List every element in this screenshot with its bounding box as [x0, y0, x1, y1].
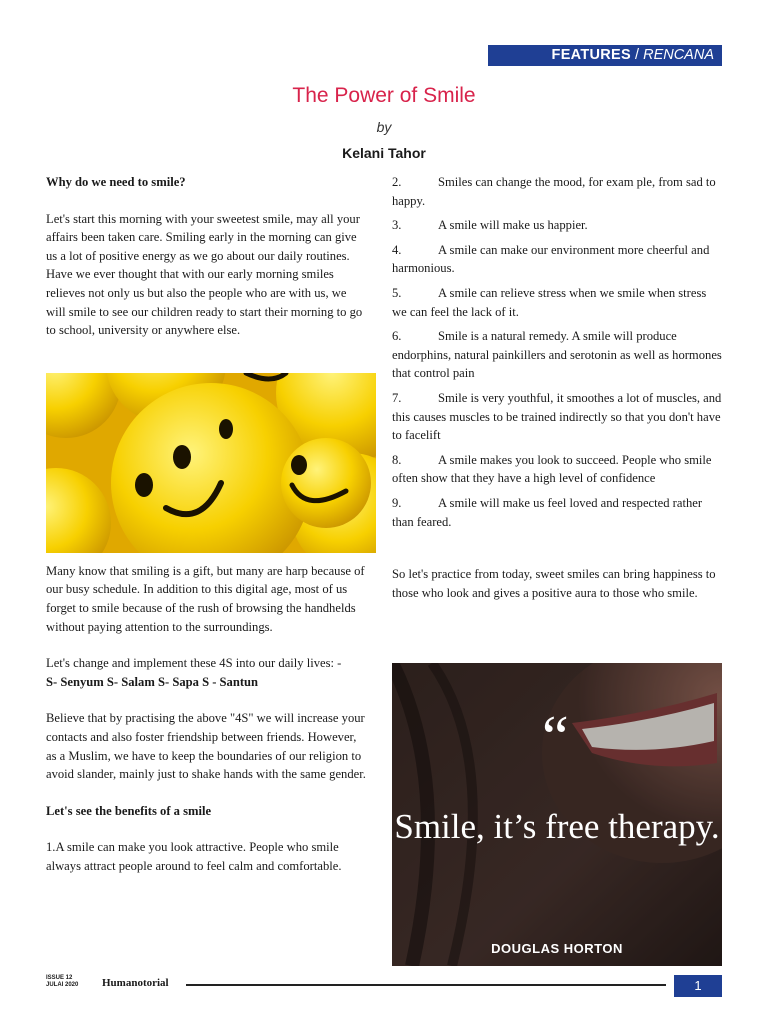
heading-why-smile: Why do we need to smile?: [46, 175, 186, 189]
footer-divider: [186, 984, 666, 986]
list-item: [392, 327, 724, 383]
subsection-label: RENCANA: [643, 47, 714, 63]
article-title: The Power of Smile: [292, 84, 476, 107]
list-number: 6.: [392, 329, 402, 344]
list-number: 4.: [392, 242, 402, 257]
paragraph-gift: Many know that smiling is a gift, but many are harp because of our busy schedule. In addition to this digital age, most of us forget to smile because of the rush of browsing the handhelds without paying attention to the surroundings.: [46, 563, 365, 634]
list-number: 5.: [392, 285, 402, 300]
heading-benefits: Let's see the benefits of a smile: [46, 803, 212, 818]
list-number: 1.: [46, 840, 56, 855]
footer-date: JULAI 2020: [46, 982, 79, 988]
quote-mark-icon: “: [542, 704, 569, 770]
section-header-bar: [488, 45, 722, 66]
list-text: Smile is a natural remedy. A smile will produce endorphins, natural painkillers and serotonin as well as hormones that control pain: [392, 329, 722, 381]
footer-issue-info: [46, 975, 78, 989]
list-number: 3.: [392, 218, 402, 233]
paragraph-closing: So let's practice from today, sweet smiles can bring happiness to those who look and gives a positive aura to those who smile.: [392, 567, 716, 600]
list-text: Smile is very youthful, it smoothes a lot of muscles, and this causes muscles to be trained indirectly so that you don't have to facelift: [392, 390, 722, 443]
quote-image: [392, 663, 722, 966]
list-number: 9.: [392, 495, 402, 510]
quote-author: DOUGLAS HORTON: [491, 941, 623, 956]
smiley-balls-graphic: [46, 373, 376, 553]
list-item: [392, 241, 724, 278]
list-number: 2.: [392, 175, 402, 189]
list-item: [46, 838, 368, 875]
list-item: [392, 451, 724, 488]
list-number: 8.: [392, 452, 402, 467]
paragraph-intro: Let's start this morning with your sweetest smile, may all your affairs been taken care. Smiling early in the morning can give us a lot of positive energy as we go about our daily routines. Have we ever thought that with our early morning smiles relieves not only us but also the people who are with us, we will smile to see our children ready to start their morning to go to school, university or anywhere else.: [46, 211, 363, 338]
paragraph-4s-intro: Let's change and implement these 4S into our daily lives: -: [46, 656, 342, 671]
footer-issue: ISSUE 12: [46, 975, 73, 981]
smiley-balls-image: [46, 373, 376, 553]
list-item: [392, 173, 724, 210]
paragraph-believe: Believe that by practising the above "4S" we will increase your contacts and also foster friendship between friends. However, as a Muslim, we have to keep the boundaries of our religion to avoid slander, mainly just to shake hands with the same gender.: [46, 711, 366, 782]
list-text: A smile can relieve stress when we smile when stress we can feel the lack of it.: [392, 285, 707, 319]
list-text: A smile will make us feel loved and respected rather than feared.: [392, 495, 703, 529]
list-text: A smile can make you look attractive. People who smile always attract people around to feel calm and comfortable.: [46, 840, 342, 873]
list-text: A smile makes you look to succeed. People who smile often show that they have a high level of confidence: [392, 452, 712, 486]
list-text: Smiles can change the mood, for exam ple, from sad to happy.: [392, 175, 716, 208]
list-item: [392, 494, 724, 531]
section-label: FEATURES: [551, 47, 631, 63]
article-author: Kelani Tahor: [342, 145, 426, 161]
list-item: [392, 216, 724, 235]
list-item: [392, 389, 724, 445]
right-column: [392, 173, 724, 602]
list-text: A smile can make our environment more cheerful and harmonious.: [392, 242, 710, 276]
article-byline: by: [376, 119, 392, 135]
quote-text: Smile, it’s free therapy.: [394, 807, 720, 846]
footer-brand: Humanotorial: [102, 977, 169, 989]
four-s-list: S- Senyum S- Salam S- Sapa S - Santun: [46, 674, 259, 689]
list-item: [392, 284, 724, 321]
section-separator: /: [631, 47, 644, 63]
list-text: A smile will make us happier.: [438, 218, 588, 233]
list-number: 7.: [392, 390, 402, 405]
page-number: 1: [674, 975, 722, 997]
